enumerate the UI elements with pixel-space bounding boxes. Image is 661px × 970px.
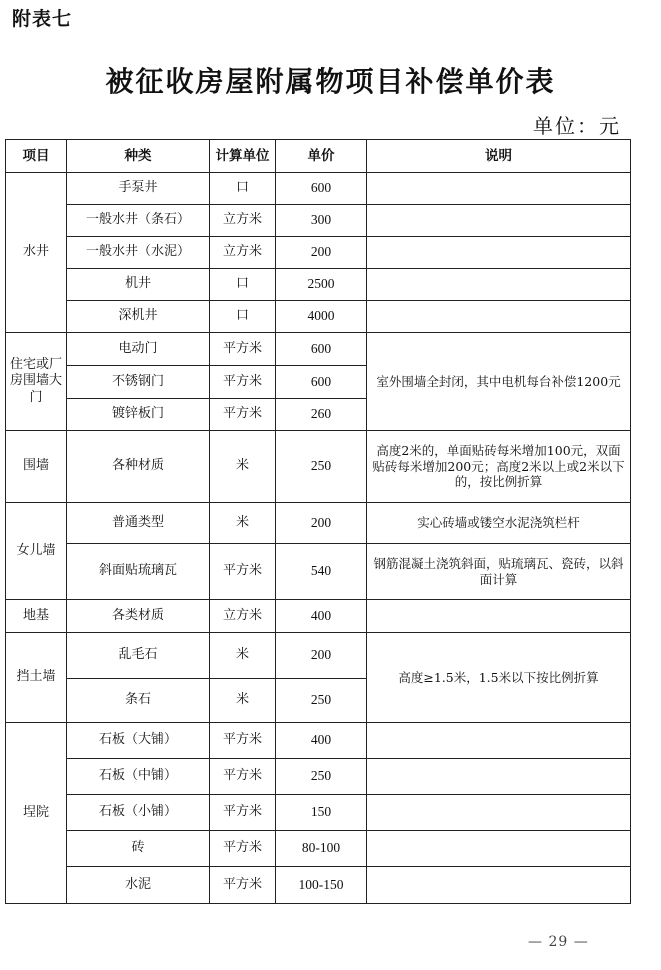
type-cell: 普通类型: [67, 503, 210, 544]
unit-cell: 平方米: [210, 759, 276, 795]
page-title: 被征收房屋附属物项目补偿单价表: [105, 65, 556, 98]
table-row: [6, 867, 631, 904]
table-row: [6, 795, 631, 831]
table-row: [6, 269, 631, 301]
unit-cell: 平方米: [210, 723, 276, 759]
price-cell: 200: [276, 503, 367, 544]
table-row: [6, 333, 631, 366]
table-row: [6, 544, 631, 600]
type-cell: 水泥: [67, 867, 210, 904]
category-foundation: 地基: [6, 600, 67, 633]
category-wall: 围墙: [6, 431, 67, 503]
notes-cell: [367, 205, 631, 237]
unit-cell: 平方米: [210, 867, 276, 904]
notes-gate: 室外围墙全封闭，其中电机每台补偿1200元: [367, 333, 631, 431]
notes-cell: [367, 831, 631, 867]
notes-cell: [367, 173, 631, 205]
table-row: [6, 301, 631, 333]
category-gate: 住宅或厂房围墙大门: [6, 333, 67, 431]
annex-label: 附表七: [12, 8, 73, 30]
type-cell: 手泵井: [67, 173, 210, 205]
type-cell: 砖: [67, 831, 210, 867]
price-cell: 400: [276, 723, 367, 759]
type-cell: 机井: [67, 269, 210, 301]
notes-cell: [367, 795, 631, 831]
price-cell: 400: [276, 600, 367, 633]
type-cell: 深机井: [67, 301, 210, 333]
table-row: [6, 503, 631, 544]
category-parapet: 女儿墙: [6, 503, 67, 600]
unit-cell: 平方米: [210, 544, 276, 600]
header-project: 项目: [6, 140, 67, 173]
type-cell: 各种材质: [67, 431, 210, 503]
type-cell: 斜面贴琉璃瓦: [67, 544, 210, 600]
type-cell: 各类材质: [67, 600, 210, 633]
notes-cell: [367, 867, 631, 904]
price-cell: 80-100: [276, 831, 367, 867]
unit-cell: 口: [210, 301, 276, 333]
notes-cell: [367, 759, 631, 795]
price-cell: 4000: [276, 301, 367, 333]
type-cell: 石板（小铺）: [67, 795, 210, 831]
type-cell: 镀锌板门: [67, 399, 210, 431]
unit-cell: 立方米: [210, 205, 276, 237]
unit-cell: 立方米: [210, 237, 276, 269]
category-yard: 埕院: [6, 723, 67, 904]
type-cell: 电动门: [67, 333, 210, 366]
type-cell: 乱毛石: [67, 633, 210, 679]
type-cell: 一般水井（条石）: [67, 205, 210, 237]
table-row: [6, 431, 631, 503]
table-row: [6, 831, 631, 867]
header-unit: 计算单位: [210, 140, 276, 173]
notes-retaining: 高度≥1.5米，1.5米以下按比例折算: [367, 633, 631, 723]
price-cell: 200: [276, 633, 367, 679]
notes-cell: [367, 600, 631, 633]
header-type: 种类: [67, 140, 210, 173]
type-cell: 条石: [67, 679, 210, 723]
price-cell: 250: [276, 759, 367, 795]
header-price: 单价: [276, 140, 367, 173]
unit-cell: 立方米: [210, 600, 276, 633]
type-cell: 不锈钢门: [67, 366, 210, 399]
table-row: [6, 759, 631, 795]
header-notes: 说明: [367, 140, 631, 173]
price-cell: 600: [276, 333, 367, 366]
table-row: [6, 205, 631, 237]
table-row: [6, 237, 631, 269]
notes-cell: [367, 723, 631, 759]
unit-cell: 口: [210, 269, 276, 301]
category-well: 水井: [6, 173, 67, 333]
notes-cell: [367, 237, 631, 269]
price-cell: 100-150: [276, 867, 367, 904]
table-row: [6, 723, 631, 759]
unit-cell: 米: [210, 633, 276, 679]
type-cell: 石板（大铺）: [67, 723, 210, 759]
price-cell: 2500: [276, 269, 367, 301]
unit-cell: 平方米: [210, 399, 276, 431]
unit-cell: 米: [210, 679, 276, 723]
price-cell: 250: [276, 679, 367, 723]
unit-cell: 米: [210, 431, 276, 503]
table-row: [6, 633, 631, 679]
notes-parapet-tile: 钢筋混凝土浇筑斜面，贴琉璃瓦、瓷砖，以斜面计算: [367, 544, 631, 600]
compensation-table: [5, 139, 631, 904]
price-cell: 200: [276, 237, 367, 269]
unit-cell: 平方米: [210, 795, 276, 831]
unit-cell: 平方米: [210, 831, 276, 867]
notes-cell: [367, 269, 631, 301]
category-retaining: 挡土墙: [6, 633, 67, 723]
notes-cell: [367, 301, 631, 333]
price-cell: 600: [276, 366, 367, 399]
unit-cell: 平方米: [210, 366, 276, 399]
unit-label: 单位：元: [533, 114, 621, 138]
unit-cell: 米: [210, 503, 276, 544]
price-cell: 600: [276, 173, 367, 205]
table-row: [6, 173, 631, 205]
unit-cell: 口: [210, 173, 276, 205]
page-number: — 29 —: [528, 934, 589, 950]
price-cell: 260: [276, 399, 367, 431]
notes-parapet-plain: 实心砖墙或镂空水泥浇筑栏杆: [367, 503, 631, 544]
table-row: [6, 600, 631, 633]
price-cell: 250: [276, 431, 367, 503]
unit-cell: 平方米: [210, 333, 276, 366]
price-cell: 300: [276, 205, 367, 237]
notes-wall: 高度2米的，单面贴砖每米增加100元，双面贴砖每米增加200元；高度2米以上或2米以下的，按比例折算: [367, 431, 631, 503]
type-cell: 石板（中铺）: [67, 759, 210, 795]
table-header-row: [6, 140, 631, 173]
price-cell: 150: [276, 795, 367, 831]
price-cell: 540: [276, 544, 367, 600]
type-cell: 一般水井（水泥）: [67, 237, 210, 269]
